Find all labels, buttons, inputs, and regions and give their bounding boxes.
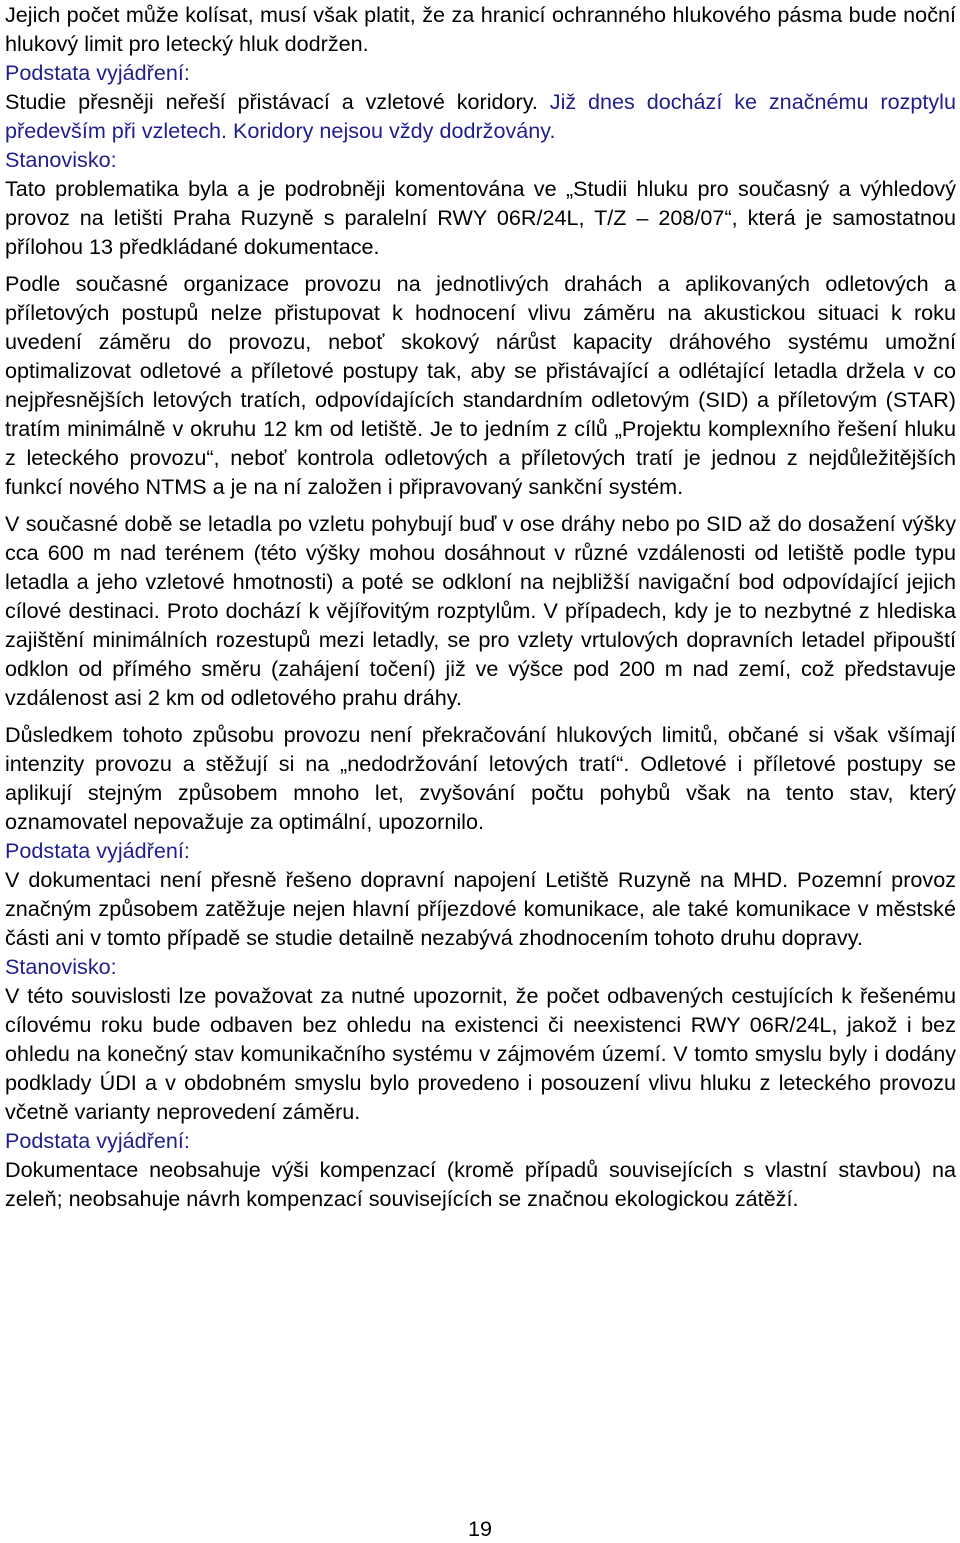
section-label: Podstata vyjádření: bbox=[5, 838, 190, 863]
paragraph-text: Již dnes dochází ke značnému rozptylu především při vzletech. Koridory nejsou vždy dodržovány. bbox=[5, 89, 956, 143]
paragraph bbox=[5, 509, 956, 712]
paragraph-text: V dokumentaci není přesně řešeno dopravní napojení Letiště Ruzyně na MHD. Pozemní provoz značným způsobem zatěžuje nejen hlavní příjezdové komunikace, ale také komunikace v městské části ani v tomto případě se studie detailně nezabývá zhodnocením tohoto druhu dopravy. bbox=[5, 867, 956, 950]
paragraph-text: Důsledkem tohoto způsobu provozu není překračování hlukových limitů, občané si však všímají intenzity provozu a stěžují si na „nedodržování letových tratí“. Odletové i příletové postupy se aplikují stejným způsobem mnoho let, zvyšování počtu pohybů však na tento stav, který oznamovatel nepovažuje za optimální, upozornilo. bbox=[5, 722, 956, 834]
paragraph-text: Jejich počet může kolísat, musí však platit, že za hranicí ochranného hlukového pásma bude noční hlukový limit pro letecký hluk dodržen. bbox=[5, 2, 956, 56]
section-label: Stanovisko: bbox=[5, 954, 117, 979]
paragraph bbox=[5, 865, 956, 952]
paragraph bbox=[5, 0, 956, 58]
section-label: Podstata vyjádření: bbox=[5, 60, 190, 85]
paragraph-text: Podle současné organizace provozu na jednotlivých drahách a aplikovaných odletových a příletových postupů nelze přistupovat k hodnocení vlivu záměru na akustickou situaci k roku uvedení záměru do provozu, neboť skokový nárůst kapacity dráhového systému umožní optimalizovat odletové a příletové postupy tak, aby se přistávající a odlétající letadla držela v co nejpřesnějších letových tratích, odpovídajících standardním odletovým (SID) a příletovým (STAR) tratím minimálně v okruhu 12 km od letiště. Je to jedním z cílů „Projektu komplexního řešení hluku z leteckého provozu“, neboť kontrola odletových a příletových tratí je jednou z nejdůležitějších funkcí nového NTMS a je na ní založen i připravovaný sankční systém. bbox=[5, 271, 956, 499]
section-label: Podstata vyjádření: bbox=[5, 1128, 190, 1153]
paragraph-text: Dokumentace neobsahuje výši kompenzací (kromě případů souvisejících s vlastní stavbou) na zeleň; neobsahuje návrh kompenzací souvisejících se značnou ekologickou zátěží. bbox=[5, 1157, 956, 1211]
section-label: Stanovisko: bbox=[5, 147, 117, 172]
paragraph-text: Tato problematika byla a je podrobněji komentována ve „Studii hluku pro současný a výhledový provoz na letišti Praha Ruzyně s paralelní RWY 06R/24L, T/Z – 208/07“, která je samostatnou přílohou 13 předkládané dokumentace. bbox=[5, 176, 956, 259]
paragraph bbox=[5, 981, 956, 1126]
paragraph-text: V současné době se letadla po vzletu pohybují buď v ose dráhy nebo po SID až do dosažení výšky cca 600 m nad terénem (této výšky mohou dosáhnout v různé vzdálenosti od letiště podle typu letadla a jeho vzletové hmotnosti) a poté se odkloní na nejbližší navigační bod odpovídající jejich cílové destinaci. Proto dochází k vějířovitým rozptylům. V případech, kdy je to nezbytné z hlediska zajištění minimálních rozestupů mezi letadly, se pro vzlety vrtulových dopravních letadel připouští odklon od přímého směru (zahájení točení) již ve výšce pod 200 m nad zemí, což představuje vzdálenost asi 2 km od odletového prahu dráhy. bbox=[5, 511, 956, 710]
paragraph-text: Studie přesněji neřeší přistávací a vzletové koridory. bbox=[5, 89, 550, 114]
paragraph bbox=[5, 174, 956, 261]
paragraph-text: V této souvislosti lze považovat za nutné upozornit, že počet odbavených cestujících k řešenému cílovému roku bude odbaven bez ohledu na existenci či neexistenci RWY 06R/24L, jakož i bez ohledu na konečný stav komunikačního systému v zájmovém území. V tomto smyslu byly i dodány podklady ÚDI a v obdobném smyslu bylo provedeno i posouzení vlivu hluku z leteckého provozu včetně varianty neprovedení záměru. bbox=[5, 983, 956, 1124]
paragraph bbox=[5, 720, 956, 836]
paragraph bbox=[5, 1155, 956, 1213]
document-body bbox=[5, 0, 956, 1213]
paragraph bbox=[5, 87, 956, 145]
page-number: 19 bbox=[467, 1516, 493, 1541]
paragraph bbox=[5, 269, 956, 501]
